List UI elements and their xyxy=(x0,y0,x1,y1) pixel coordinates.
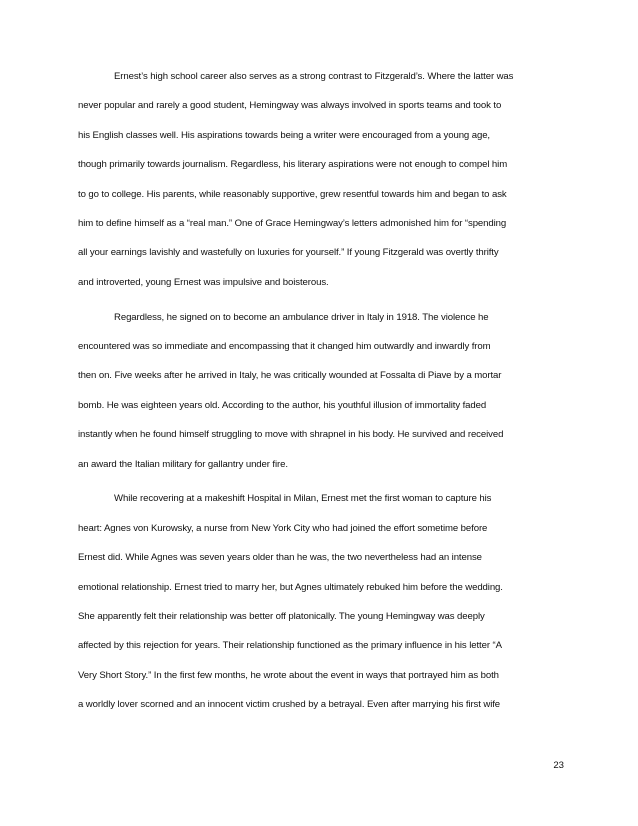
text-line: then on. Five weeks after he arrived in Italy, he was critically wounded at Fossalta di Piave by a mortar xyxy=(78,370,502,382)
text-line: a worldly lover scorned and an innocent victim crushed by a betrayal. Even after marrying his first wife xyxy=(78,699,501,711)
text-line: heart: Agnes von Kurowsky, a nurse from New York City who had joined the effort sometime before xyxy=(78,522,488,534)
text-line: Ernest did. While Agnes was seven years older than he was, the two nevertheless had an intense xyxy=(78,552,482,564)
text-line: all your earnings lavishly and wastefully on luxuries for yourself.” If young Fitzgerald was overtly thrifty xyxy=(78,247,499,259)
text-line: emotional relationship. Ernest tried to marry her, but Agnes ultimately rebuked him before the wedding. xyxy=(78,581,503,593)
paragraph-1 xyxy=(78,62,564,297)
text-line: to go to college. His parents, while reasonably supportive, grew resentful towards him and began to ask xyxy=(78,188,507,200)
text-line: an award the Italian military for gallantry under fire. xyxy=(78,458,288,470)
text-line: his English classes well. His aspirations towards being a writer were encouraged from a young age, xyxy=(78,129,491,141)
text-line: encountered was so immediate and encompassing that it changed him outwardly and inwardly from xyxy=(78,341,491,353)
text-line: Regardless, he signed on to become an ambulance driver in Italy in 1918. The violence he xyxy=(114,311,489,323)
text-line: Very Short Story.” In the first few months, he wrote about the event in ways that portrayed him as both xyxy=(78,669,499,681)
paragraph-2 xyxy=(78,303,564,479)
text-line: She apparently felt their relationship was better off platonically. The young Hemingway was deeply xyxy=(78,611,485,623)
page-number: 23 xyxy=(553,760,564,771)
text-line: instantly when he found himself struggling to move with shrapnel in his body. He survived and received xyxy=(78,429,504,441)
text-line: and introverted, young Ernest was impulsive and boisterous. xyxy=(78,276,329,288)
text-line: bomb. He was eighteen years old. According to the author, his youthful illusion of immortality faded xyxy=(78,399,487,411)
text-line: While recovering at a makeshift Hospital in Milan, Ernest met the first woman to capture his xyxy=(114,493,492,505)
text-line: Ernest’s high school career also serves as a strong contrast to Fitzgerald’s. Where the latter was xyxy=(114,71,514,82)
text-line: affected by this rejection for years. Their relationship functioned as the primary influence in his letter “A xyxy=(78,640,502,652)
text-line: him to define himself as a “real man.” One of Grace Hemingway’s letters admonished him for “spending xyxy=(78,217,507,229)
text-line: though primarily towards journalism. Regardless, his literary aspirations were not enough to compel him xyxy=(78,159,508,171)
paragraph-3 xyxy=(78,484,564,719)
body-text xyxy=(78,62,564,725)
text-line: never popular and rarely a good student, Hemingway was always involved in sports teams and took to xyxy=(78,100,502,112)
